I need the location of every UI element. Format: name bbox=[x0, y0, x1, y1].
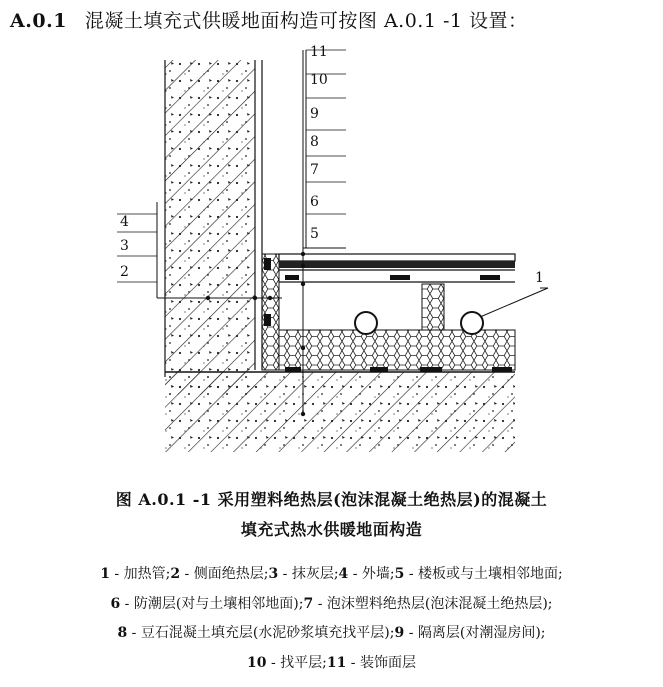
label-3: 3 bbox=[120, 238, 129, 254]
label-5: 5 bbox=[310, 226, 319, 242]
figure-caption-line2: 填充式热水供暖地面构造 bbox=[240, 520, 423, 539]
insulation-layer bbox=[279, 330, 515, 370]
section-heading bbox=[10, 6, 655, 33]
label-10: 10 bbox=[310, 72, 328, 88]
heating-pipe bbox=[461, 312, 483, 334]
leader-pipe bbox=[480, 288, 548, 317]
figure-caption: 图 A.0.1 -1 采用塑料绝热层(泡沫混凝土绝热层)的混凝土 bbox=[115, 490, 548, 509]
section-number: A.0.1 bbox=[10, 10, 67, 32]
exterior-wall-dots bbox=[165, 60, 255, 395]
legend-line-1: 1 - 加热管;2 - 侧面绝热层;3 - 抹灰层;4 - 外墙;5 - 楼板或与土壤相邻地面; bbox=[100, 566, 563, 582]
label-11: 11 bbox=[310, 44, 328, 60]
decorative-finish-layer bbox=[279, 254, 515, 261]
label-9: 9 bbox=[310, 106, 319, 122]
side-insulation bbox=[262, 254, 279, 370]
label-1: 1 bbox=[535, 270, 544, 286]
label-4: 4 bbox=[120, 214, 129, 230]
floor-construction-drawing bbox=[100, 42, 544, 482]
legend-line-3: 8 - 豆石混凝土填充层(水泥砂浆填充找平层);9 - 隔离层(对潮湿房间); bbox=[117, 625, 546, 641]
label-2: 2 bbox=[120, 264, 129, 280]
legend-line-2: 6 - 防潮层(对与土壤相邻地面);7 - 泡沫塑料绝热层(泡沫混凝土绝热层); bbox=[110, 596, 553, 612]
leveling-layer bbox=[279, 261, 515, 268]
label-7: 7 bbox=[310, 162, 319, 178]
legend-line-4: 10 - 找平层;11 - 装饰面层 bbox=[247, 655, 416, 671]
label-6: 6 bbox=[310, 194, 319, 210]
label-8: 8 bbox=[310, 134, 319, 150]
heating-pipe bbox=[355, 312, 377, 334]
section-text: 混凝土填充式供暖地面构造可按图 A.0.1 -1 设置： bbox=[84, 10, 528, 32]
insulation-column bbox=[422, 284, 444, 330]
